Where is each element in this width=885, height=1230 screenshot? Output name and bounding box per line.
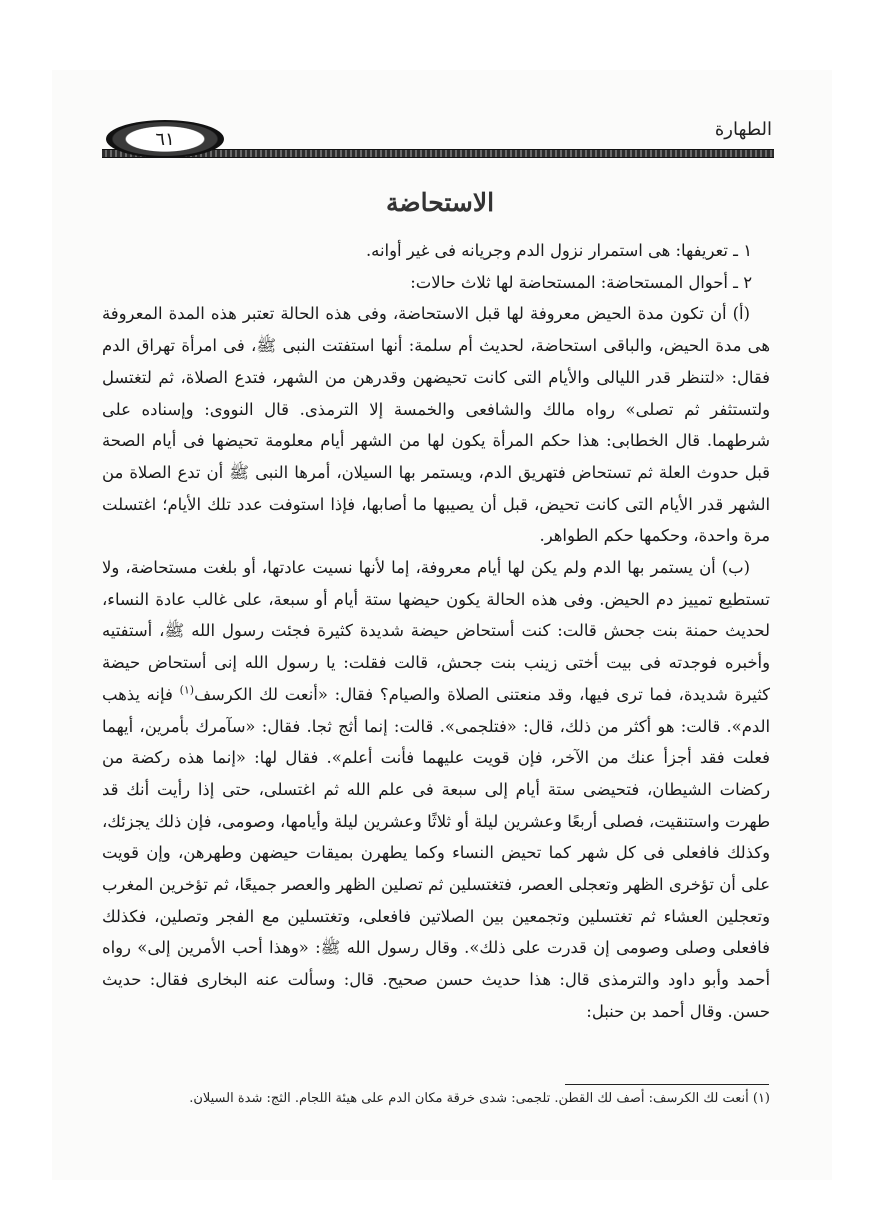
body-text [102, 235, 770, 1028]
page-header [102, 117, 774, 159]
page-number-ornament [106, 120, 224, 158]
case-b-paragraph [102, 552, 770, 1028]
case-b-text-part1: (ب) أن يستمر بها الدم ولم يكن لها أيام معروفة، إما لأنها نسيت عادتها، أو بلغت مستحاضة، ولا تستطيع تمييز دم الحيض. وفى هذه الحالة يكون حيضها ستة أيام أو سبعة، على غالب عادة النساء، لحديث حمنة بنت جحش قالت: كنت أستحاض حيضة شديدة كثيرة فجئت رسول الله ﷺ، أستفتيه وأخبره فوجدته فى بيت أختى زينب بنت جحش، قالت فقلت: يا رسول الله إنى أستحاض حيضة كثيرة شديدة، فما ترى فيها، وقد منعتنى الصلاة والصيام؟ فقال: «أنعت لك الكرسف [102, 558, 770, 704]
definition-paragraph: ١ ـ تعريفها: هى استمرار نزول الدم وجريانه فى غير أوانه. [365, 241, 752, 260]
states-paragraph: ٢ ـ أحوال المستحاضة: المستحاضة لها ثلاث حالات: [410, 272, 752, 292]
case-a-paragraph: (أ) أن تكون مدة الحيض معروفة لها قبل الاستحاضة، وفى هذه الحالة تعتبر هذه المدة المعروفة هى مدة الحيض، والباقى استحاضة، لحديث أم سلمة: أنها استفتت النبى ﷺ، فى امرأة تهراق الدم فقال: «لتنظر قدر الليالى والأيام التى كانت تحيضهن وقدرهن من الشهر، فتدع الصلاة، ثم لتغتسل ولتستثفر ثم تصلى» رواه مالك والشافعى والخمسة إلا الترمذى. قال النووى: وإسناده على شرطهما. قال الخطابى: هذا حكم المرأة يكون لها من الشهر أيام معلومة تحيضها فى أيام الصحة قبل حدوث العلة ثم تستحاض فتهريق الدم، ويستمر بها السيلان، أمرها النبى ﷺ أن تدع الصلاة من الشهر قدر الأيام التى كانت تحيض، قبل أن يصيبها ما أصابها، فإذا استوفت عدد تلك الأيام؛ اغتسلت مرة واحدة، وحكمها حكم الطواهر. [102, 304, 770, 546]
page-number: ٦١ [126, 127, 204, 151]
chapter-title: الطهارة [714, 119, 772, 140]
footnote-reference: (١) [179, 683, 195, 697]
footnote-separator [565, 1084, 769, 1085]
footnote: (١) أنعت لك الكرسف: أصف لك القطن. تلجمى: شدى خرقة مكان الدم على هيئة اللجام. الثج: شدة السيلان. [189, 1091, 770, 1106]
case-b-text-part2: فإنه يذهب الدم». قالت: هو أكثر من ذلك، قال: «فتلجمى». قالت: إنما أثج ثجا. فقال: «سآمرك بأمرين، أيهما فعلت فقد أجزأ عنك من الآخر، فإن قويت عليهما فأنت أعلم». فقال لها: «إنما هذه ركضة من ركضات الشيطان، فتحيضى ستة أيام إلى سبعة فى علم الله ثم اغتسلى، حتى إذا رأيت أنك قد طهرت واستنقيت، فصلى أربعًا وعشرين ليلة أو ثلاثًا وعشرين ليلة وأيامها، وصومى، فإن ذلك يجزئك، وكذلك فافعلى فى كل شهر كما تحيض النساء وكما يطهرن بميقات حيضهن وطهرهن، وإن قويت على أن تؤخرى الظهر وتعجلى العصر، فتغتسلين ثم تصلين الظهر والعصر جميعًا، ثم تؤخرين المغرب وتعجلين العشاء ثم تغتسلين وتجمعين بين الصلاتين فافعلى، وتغتسلين مع الفجر وتصلين، فكذلك فافعلى وصلى وصومى إن قدرت على ذلك». وقال رسول الله ﷺ: «وهذا أحب الأمرين إلى» رواه أحمد وأبو داود والترمذى قال: هذا حديث حسن صحيح. قال: وسألت عنه البخارى فقال: حديث حسن. وقال أحمد بن حنبل: [102, 684, 770, 1021]
section-title: الاستحاضة [385, 188, 495, 217]
